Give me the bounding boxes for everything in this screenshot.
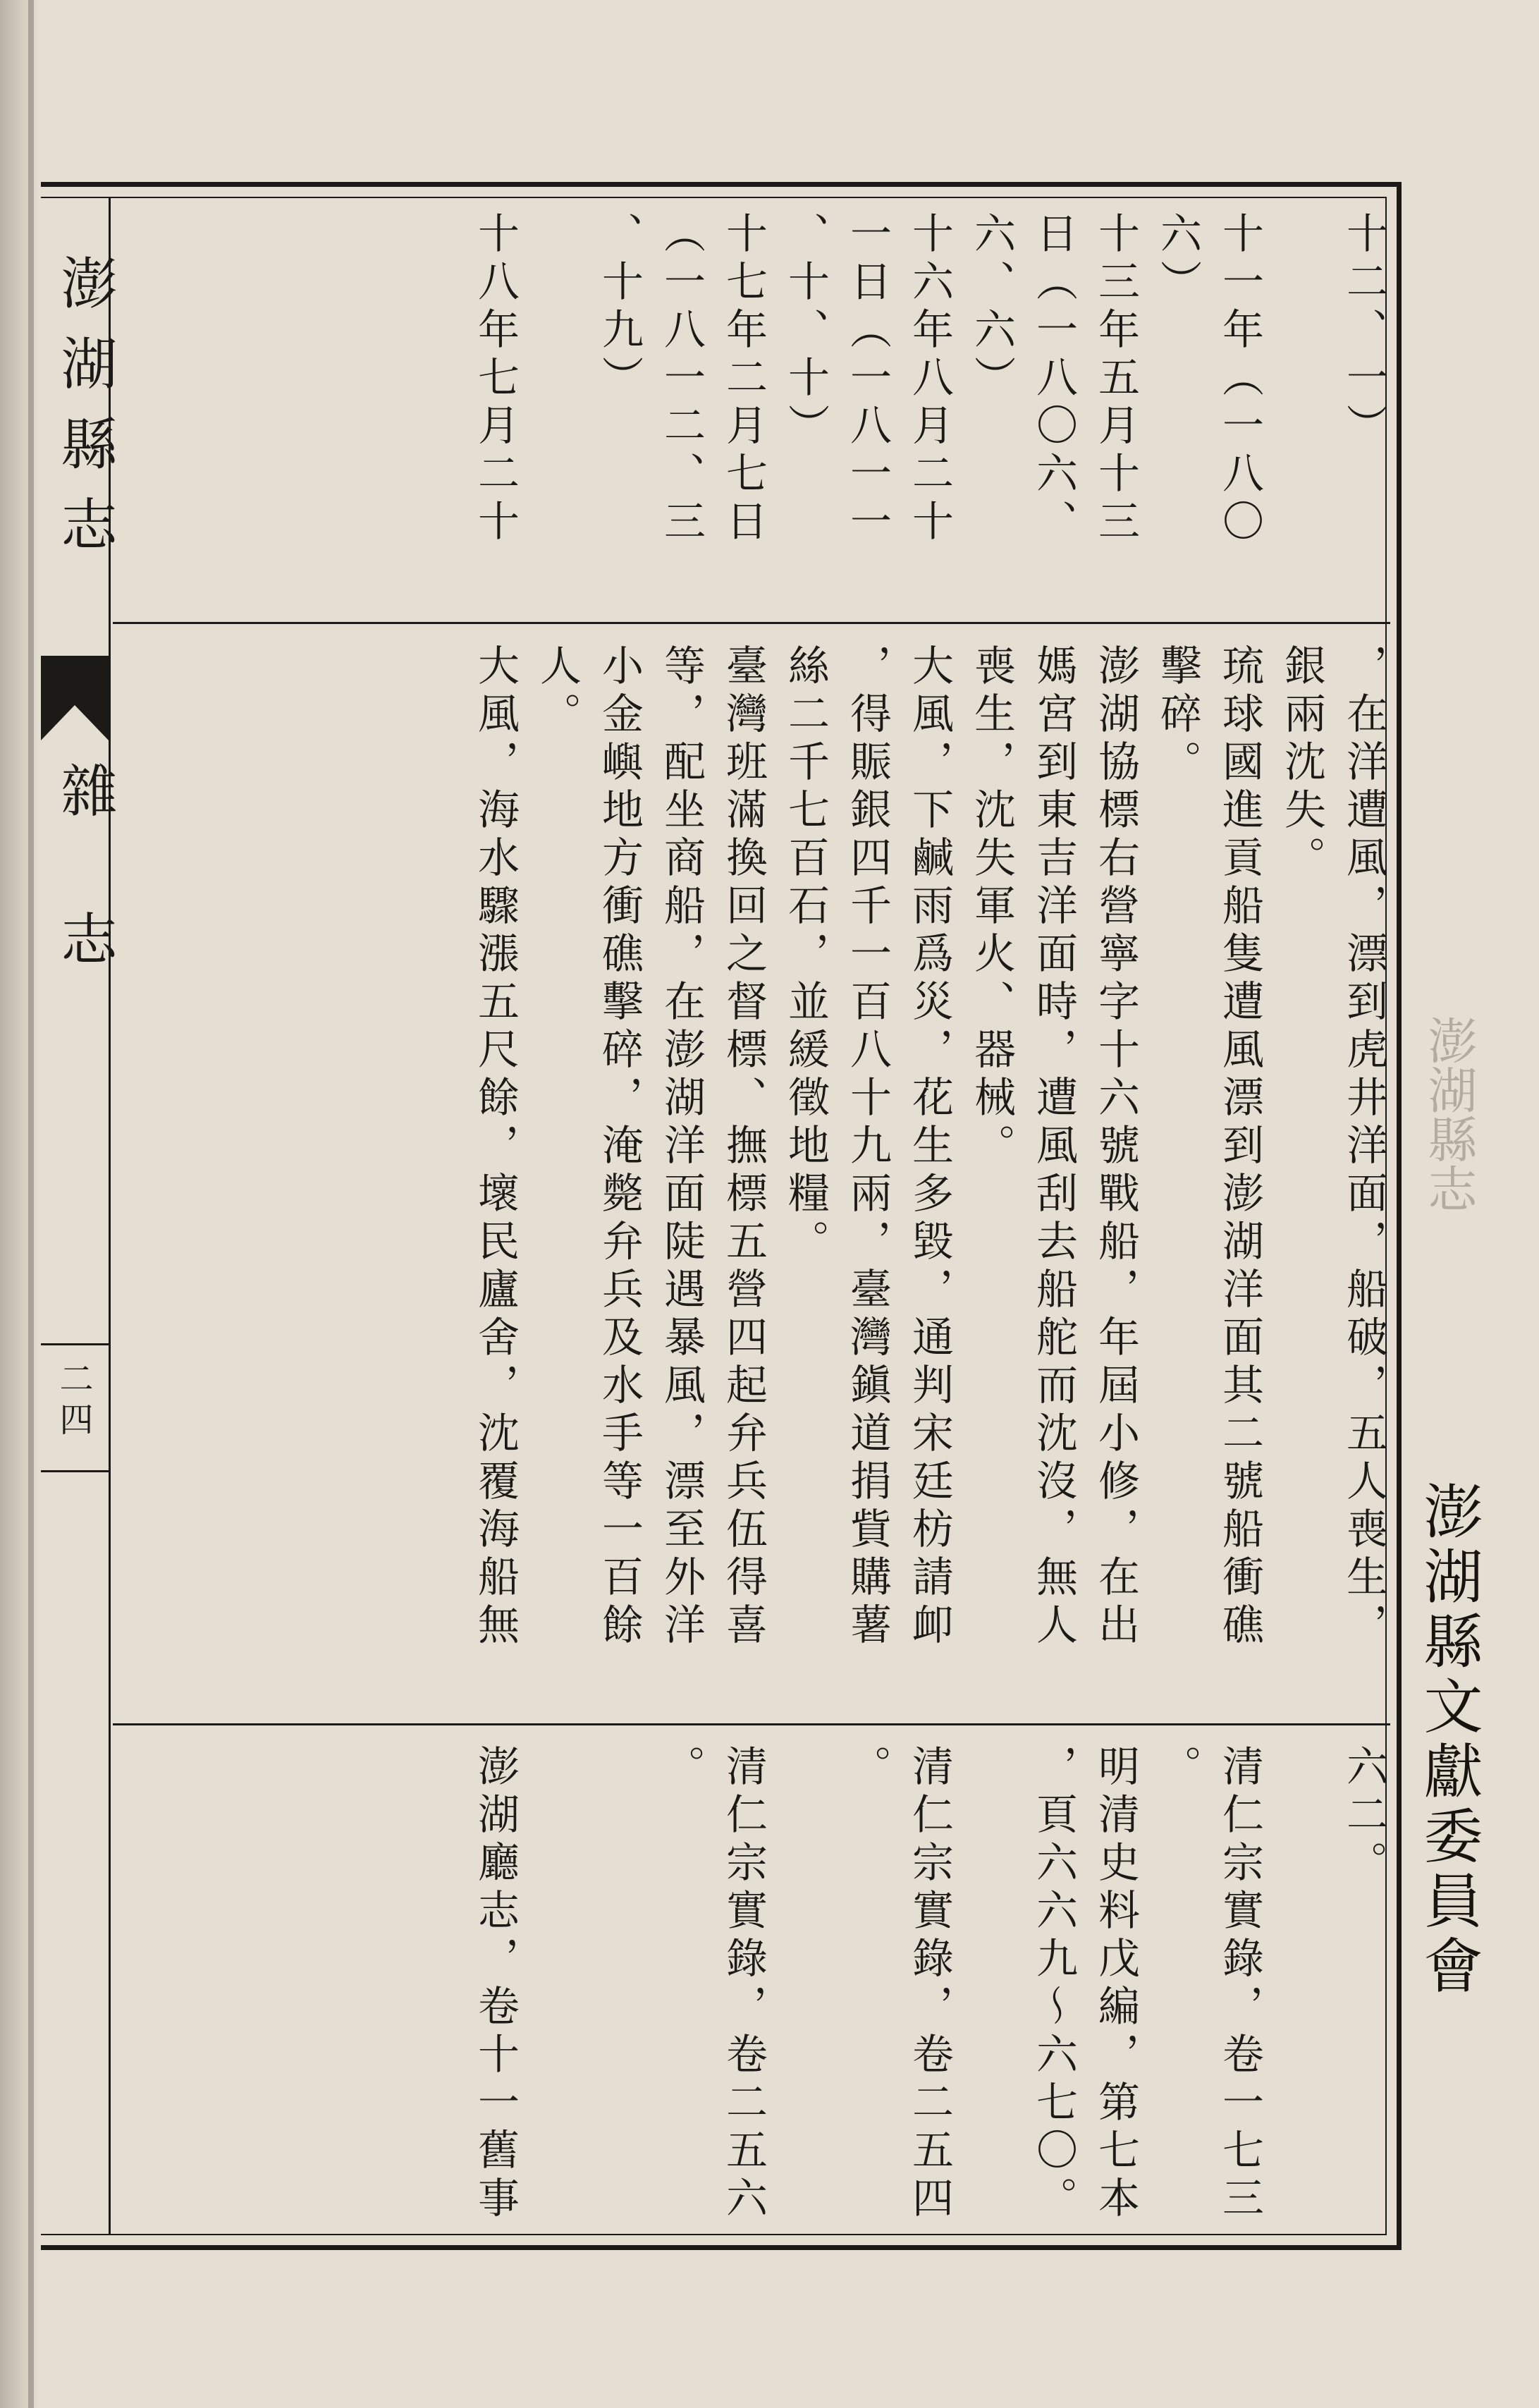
chronicle-table	[113, 196, 1390, 2237]
entry-date-line: （一八一二、三	[657, 212, 706, 547]
binding-shadow	[28, 0, 34, 2408]
binding-edge	[0, 0, 41, 2408]
section-title: 雜志	[51, 762, 117, 1058]
entry-date-line: 十七年二月七日	[719, 212, 768, 547]
entry-event-line: 人。	[533, 644, 582, 740]
book-title: 澎湖縣志	[51, 254, 117, 575]
date-event-divider	[113, 622, 1390, 624]
entry-event-line: 喪生，沈失軍火、器械。	[967, 644, 1016, 1171]
page-number-rule-top	[41, 1343, 109, 1345]
entry-date-line: 六）	[1153, 212, 1202, 307]
entry-event-line: 絲二千七百石，並緩徵地糧。	[781, 644, 830, 1267]
entry-source-line: 清仁宗實錄，卷二五四	[905, 1744, 954, 2224]
entry-source-line: ，頁六六九～六七〇。	[1029, 1744, 1078, 2224]
entry-date-line: 十六年八月二十	[905, 212, 954, 547]
entry-date-line: 十二、一）	[1339, 212, 1388, 451]
entry-date-line: 十三年五月十三	[1091, 212, 1140, 547]
page-number-rule-bottom	[41, 1470, 109, 1472]
entry-source-line: 清仁宗實錄，卷一七三	[1215, 1744, 1264, 2224]
entry-event-line: ，得賑銀四千一百八十九兩，臺灣鎭道捐貲購薯	[843, 644, 892, 1651]
entry-source-line: 澎湖廳志，卷十一舊事	[471, 1744, 520, 2224]
entry-date-line: 、十、十）	[781, 212, 830, 451]
entry-date-line: 十一年（一八〇	[1215, 212, 1264, 547]
entry-event-line: 等，配坐商船，在澎湖洋面陡遇暴風，漂至外洋	[657, 644, 706, 1651]
entry-date-line: 、十九）	[595, 212, 644, 403]
entry-event-line: 臺灣班滿換回之督標、撫標五營四起弁兵伍得喜	[719, 644, 768, 1651]
entry-event-line: 大風，下鹹雨爲災，花生多毀，通判宋廷枋請卹	[905, 644, 954, 1651]
entry-event-line: 小金嶼地方衝礁擊碎，淹斃弁兵及水手等一百餘	[595, 644, 644, 1651]
entry-source-line: 明清史料戊編，第七本	[1091, 1744, 1140, 2224]
entry-date-line: 十八年七月二十	[471, 212, 520, 547]
entry-event-line: 銀兩沈失。	[1277, 644, 1326, 884]
entry-source-line: 。	[657, 1744, 706, 1792]
entry-date-line: 六、六）	[967, 212, 1016, 403]
entry-event-line: 媽宮到東吉洋面時，遭風刮去船舵而沈沒，無人	[1029, 644, 1078, 1651]
entry-event-line: 琉球國進貢船隻遭風漂到澎湖洋面其二號船衝礁	[1215, 644, 1264, 1651]
entry-event-line: 澎湖協標右營寧字十六號戰船，年屆小修，在出	[1091, 644, 1140, 1651]
entry-event-line: 大風，海水驟漲五尺餘，壞民廬舍，沈覆海船無	[471, 644, 520, 1651]
fish-tail-ornament	[41, 656, 111, 740]
entry-source-line: 。	[1153, 1744, 1202, 1792]
entry-date-line: 一日（一八一一	[843, 212, 892, 547]
entry-event-line: ，在洋遭風，漂到虎井洋面，船破，五人喪生，	[1339, 644, 1388, 1651]
entry-source-line: 六二。	[1339, 1744, 1388, 1888]
entry-source-line: 。	[843, 1744, 892, 1792]
bleed-through-text: 澎湖縣志	[1420, 1015, 1478, 1213]
entry-source-line: 清仁宗實錄，卷二五六	[719, 1744, 768, 2224]
page-number: 二四	[54, 1361, 93, 1443]
entry-event-line: 擊碎。	[1153, 644, 1202, 788]
event-source-divider	[113, 1723, 1390, 1725]
publisher-name: 澎湖縣文獻委員會	[1414, 1481, 1483, 2000]
entry-date-line: 日（一八〇六、	[1029, 212, 1078, 547]
